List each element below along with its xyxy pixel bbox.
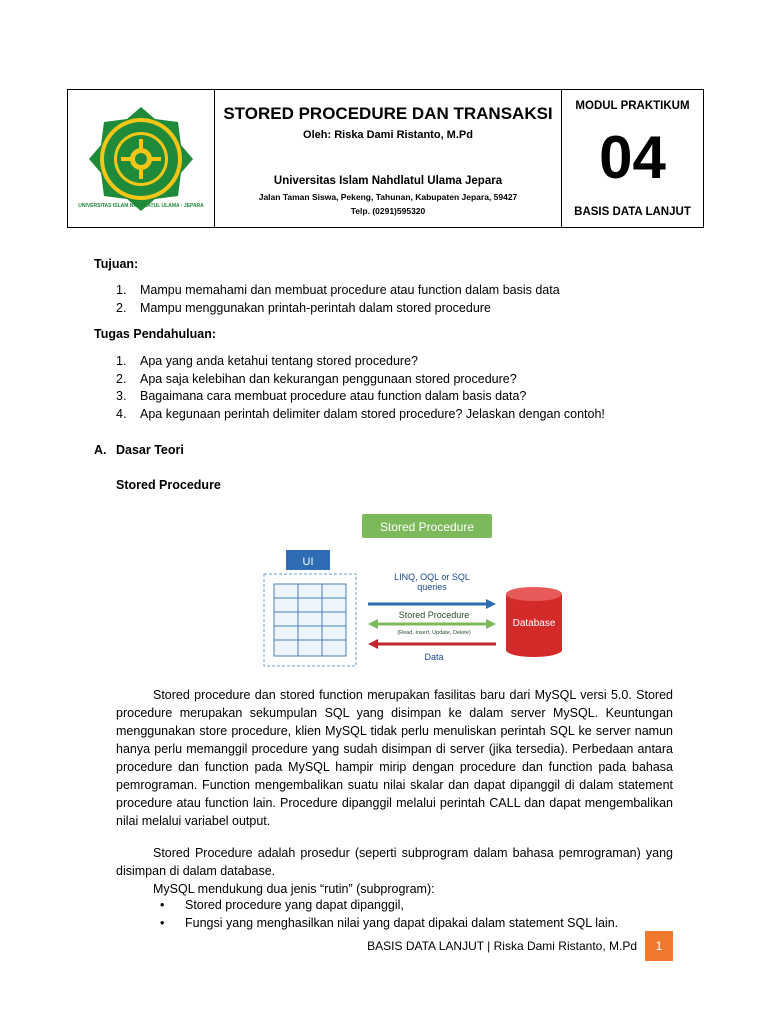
list-item: 1. Mampu memahami dan membuat procedure atau function dalam basis data xyxy=(116,283,560,297)
author: Oleh: Riska Dami Ristanto, M.Pd xyxy=(303,129,473,141)
modul-number: 04 xyxy=(599,124,666,191)
list-item: 1. Apa yang anda ketahui tentang stored procedure? xyxy=(116,354,418,368)
page-footer: BASIS DATA LANJUT | Riska Dami Ristanto, M.Pd xyxy=(367,939,637,953)
paragraph-2: Stored Procedure adalah prosedur (seperti subprogram dalam bahasa pemrograman) yang disimpan di dalam database. MySQL mendukung dua jenis “rutin” (subprogram): xyxy=(116,846,673,896)
university-address: Jalan Taman Siswa, Pekeng, Tahunan, Kabupaten Jepara, 59427 xyxy=(258,192,518,202)
subsection-heading: Stored Procedure xyxy=(116,478,221,492)
right-arrow-icon xyxy=(368,599,496,609)
top-arrow-label-2: queries xyxy=(417,582,447,592)
header-table xyxy=(67,89,704,228)
left-arrow-icon xyxy=(368,639,496,649)
bottom-arrow-label: Data xyxy=(424,652,444,662)
course-name: BASIS DATA LANJUT xyxy=(574,206,691,218)
list-item: 4. Apa kegunaan perintah delimiter dalam stored procedure? Jelaskan dengan contoh! xyxy=(116,406,605,421)
university-logo xyxy=(78,105,204,213)
list-item: • Stored procedure yang dapat dipanggil, xyxy=(160,898,404,912)
paragraph-1: Stored procedure dan stored function merupakan fasilitas baru dari MySQL versi 5.0. Stored procedure merupakan sekumpulan SQL yang disimpan ke dalam server MySQL. Keuntungan menggunakan store procedure, klien MySQL tidak perlu menuliskan perintah SQL ke server namun hanya perlu memanggil procedure yang sudah disimpan di server (jika tersedia). Perbedaan antara procedure dan function pada MySQL hampir mirip dengan procedure dan function pada bahasa pemrograman. Function mengembalikan suatu nilai skalar dan dapat dipanggil di dalam statement procedure atau function lain. Procedure dipanggil melalui perintah CALL dan dapat mengembalikan nilai melalui variabel output. xyxy=(116,688,673,828)
list-item: 2. Apa saja kelebihan dan kekurangan penggunaan stored procedure? xyxy=(116,371,517,386)
diagram-banner-label: Stored Procedure xyxy=(379,520,475,534)
list-item: 3. Bagaimana cara membuat procedure atau function dalam basis data? xyxy=(116,389,527,403)
page-number: 1 xyxy=(645,931,673,961)
logo-cell xyxy=(68,90,215,227)
ui-label: UI xyxy=(302,556,314,568)
modul-cell xyxy=(562,90,703,227)
logo-lettering: UNIVERSITAS ISLAM NAHDLATUL ULAMA · JEPARA xyxy=(78,202,204,209)
top-arrow-label: LINQ, OQL or SQL xyxy=(394,572,470,582)
list-item: 2. Mampu menggunakan printah-perintah dalam stored procedure xyxy=(116,300,491,315)
mid-arrow-sublabel: (Read, Insert, Update, Delete) xyxy=(397,630,471,636)
stored-procedure-diagram xyxy=(262,510,572,670)
tujuan-list xyxy=(116,282,560,317)
document-title: STORED PROCEDURE DAN TRANSAKSI xyxy=(223,104,553,123)
tugas-list xyxy=(116,353,605,423)
section-a-heading: A. Dasar Teori xyxy=(94,443,184,457)
university-phone: Telp. (0291)595320 xyxy=(350,206,426,216)
ui-grid-icon xyxy=(274,584,346,656)
tugas-heading: Tugas Pendahuluan: xyxy=(94,327,216,341)
title-cell xyxy=(215,90,562,227)
university-name: Universitas Islam Nahdlatul Ulama Jepara xyxy=(273,175,503,187)
mid-arrow-label: Stored Procedure xyxy=(398,610,470,620)
modul-label: MODUL PRAKTIKUM xyxy=(575,100,690,112)
list-item: • Fungsi yang menghasilkan nilai yang dapat dipakai dalam statement SQL lain. xyxy=(160,916,619,930)
tujuan-heading: Tujuan: xyxy=(94,257,139,271)
double-arrow-icon xyxy=(368,619,496,629)
bullet-list xyxy=(160,896,618,932)
database-label: Database xyxy=(512,618,556,629)
